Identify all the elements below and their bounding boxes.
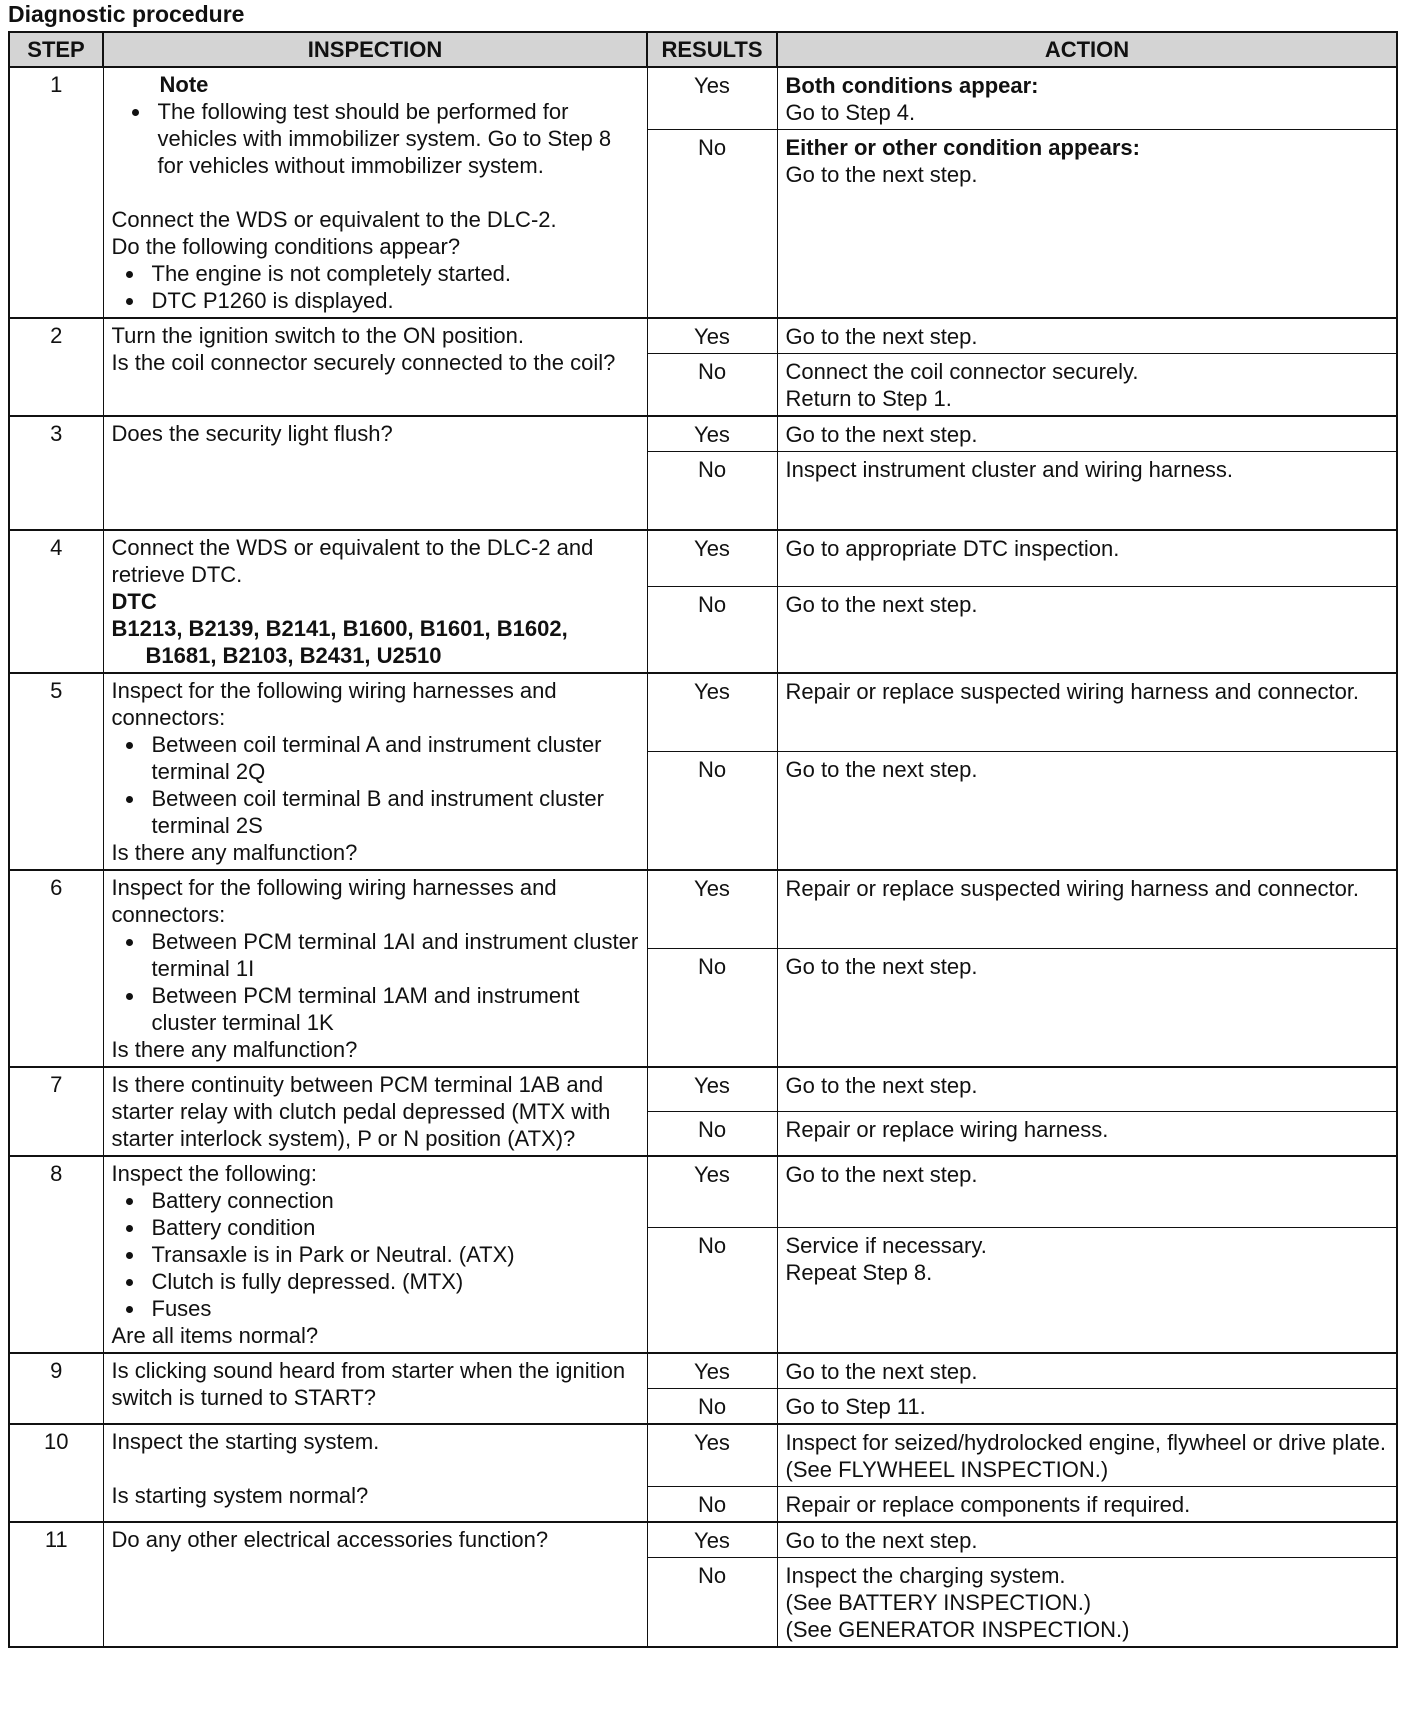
table-row xyxy=(9,1067,1397,1112)
inspection-cell: Is clicking sound heard from starter when the ignition switch is turned to START? xyxy=(103,1353,647,1424)
table-row xyxy=(9,870,1397,949)
action-text: Go to the next step. xyxy=(785,162,978,187)
inspection-cell xyxy=(103,1156,647,1353)
action-cell: Go to the next step. xyxy=(777,752,1397,871)
result-no: No xyxy=(647,587,777,674)
inspection-question: Are all items normal? xyxy=(111,1323,319,1348)
action-cell: Go to appropriate DTC inspection. xyxy=(777,530,1397,587)
inspection-question: Is there any malfunction? xyxy=(111,840,358,865)
header-step: STEP xyxy=(9,32,103,67)
inspection-question: Is there any malfunction? xyxy=(111,1037,358,1062)
harness-list xyxy=(112,928,639,1036)
result-yes: Yes xyxy=(647,1424,777,1487)
header-inspection: INSPECTION xyxy=(103,32,647,67)
list-item: • DTC P1260 is displayed. xyxy=(146,287,639,314)
list-item: • Transaxle is in Park or Neutral. (ATX) xyxy=(146,1241,639,1268)
action-cell: Go to the next step. xyxy=(777,1522,1397,1558)
action-text: Connect the coil connector securely. xyxy=(785,359,1139,384)
dtc-code-list xyxy=(112,615,639,669)
condition-list xyxy=(112,260,639,314)
result-no: No xyxy=(647,1112,777,1157)
action-text: Repeat Step 8. xyxy=(785,1259,933,1285)
inspection-cell xyxy=(103,1424,647,1522)
note-heading: Note xyxy=(159,72,209,97)
table-row xyxy=(9,416,1397,452)
result-yes: Yes xyxy=(647,1156,777,1227)
result-no: No xyxy=(647,130,777,319)
action-cell xyxy=(777,67,1397,130)
header-action: ACTION xyxy=(777,32,1397,67)
dtc-codes-line: B1681, B2103, B2431, U2510 xyxy=(145,643,442,668)
list-item: • Clutch is fully depressed. (MTX) xyxy=(146,1268,639,1295)
result-no: No xyxy=(647,354,777,417)
list-item: • The engine is not completely started. xyxy=(146,260,639,287)
result-no: No xyxy=(647,949,777,1068)
result-yes: Yes xyxy=(647,1067,777,1112)
action-cell: Repair or replace suspected wiring harness and connector. xyxy=(777,870,1397,949)
inspection-text: Inspect the following: xyxy=(111,1161,317,1186)
table-row xyxy=(9,318,1397,354)
action-cell: Repair or replace suspected wiring harness and connector. xyxy=(777,673,1397,752)
dtc-codes-line: B1213, B2139, B2141, B1600, B1601, B1602, xyxy=(111,616,568,641)
result-no: No xyxy=(647,1558,777,1648)
result-no: No xyxy=(647,452,777,531)
table-row xyxy=(9,530,1397,587)
result-yes: Yes xyxy=(647,1522,777,1558)
table-row xyxy=(9,1156,1397,1227)
step-number: 2 xyxy=(9,318,103,416)
action-heading: Either or other condition appears: xyxy=(785,135,1140,160)
list-item: • Battery condition xyxy=(146,1214,639,1241)
list-item: • The following test should be performed for vehicles with immobilizer system. Go to Step 8 for vehicles without immobilizer system. xyxy=(152,98,639,179)
inspection-text: Connect the WDS or equivalent to the DLC-2. xyxy=(111,207,557,232)
step-number: 4 xyxy=(9,530,103,673)
list-item: • Fuses xyxy=(146,1295,639,1322)
diagnostic-table xyxy=(8,31,1398,1648)
result-yes: Yes xyxy=(647,870,777,949)
result-no: No xyxy=(647,752,777,871)
action-cell xyxy=(777,1227,1397,1353)
table-row xyxy=(9,1424,1397,1487)
dtc-heading: DTC xyxy=(111,589,157,614)
action-cell: Go to the next step. xyxy=(777,587,1397,674)
inspection-text: Inspect the starting system. xyxy=(111,1429,380,1454)
list-item: • Between coil terminal B and instrument cluster terminal 2S xyxy=(146,785,639,839)
table-row xyxy=(9,67,1397,130)
inspection-cell: Does the security light flush? xyxy=(103,416,647,530)
result-no: No xyxy=(647,1389,777,1425)
inspection-text: Turn the ignition switch to the ON position. xyxy=(111,323,524,348)
action-text: (See BATTERY INSPECTION.) xyxy=(785,1590,1092,1615)
table-header-row xyxy=(9,32,1397,67)
action-text: (See FLYWHEEL INSPECTION.) xyxy=(785,1457,1109,1482)
result-no: No xyxy=(647,1487,777,1523)
action-cell: Go to the next step. xyxy=(777,1067,1397,1112)
inspection-cell: Do any other electrical accessories function? xyxy=(103,1522,647,1647)
inspection-question: Is starting system normal? xyxy=(111,1483,369,1508)
result-yes: Yes xyxy=(647,673,777,752)
result-yes: Yes xyxy=(647,318,777,354)
result-yes: Yes xyxy=(647,530,777,587)
action-heading: Both conditions appear: xyxy=(785,73,1039,98)
action-cell xyxy=(777,1424,1397,1487)
action-cell: Go to the next step. xyxy=(777,318,1397,354)
list-item: • Battery connection xyxy=(146,1187,639,1214)
inspection-cell xyxy=(103,67,647,318)
check-list xyxy=(112,1187,639,1322)
inspection-cell: Is there continuity between PCM terminal 1AB and starter relay with clutch pedal depressed (MTX with starter interlock system), P or N position (ATX)? xyxy=(103,1067,647,1156)
note-list xyxy=(112,98,639,179)
result-no: No xyxy=(647,1227,777,1353)
action-cell: Repair or replace wiring harness. xyxy=(777,1112,1397,1157)
action-cell: Inspect instrument cluster and wiring harness. xyxy=(777,452,1397,531)
step-number: 6 xyxy=(9,870,103,1067)
action-text: Go to Step 4. xyxy=(785,100,916,125)
action-text: Inspect the charging system. xyxy=(785,1563,1066,1588)
inspection-question: Is the coil connector securely connected to the coil? xyxy=(111,350,616,375)
inspection-cell xyxy=(103,318,647,416)
step-number: 1 xyxy=(9,67,103,318)
harness-list xyxy=(112,731,639,839)
step-number: 3 xyxy=(9,416,103,530)
action-cell: Go to the next step. xyxy=(777,949,1397,1068)
step-number: 5 xyxy=(9,673,103,870)
inspection-cell xyxy=(103,673,647,870)
action-text: Return to Step 1. xyxy=(785,386,952,411)
action-cell: Go to the next step. xyxy=(777,1156,1397,1227)
step-number: 9 xyxy=(9,1353,103,1424)
inspection-cell xyxy=(103,530,647,673)
table-row xyxy=(9,1522,1397,1558)
action-text: (See GENERATOR INSPECTION.) xyxy=(785,1617,1130,1642)
inspection-cell xyxy=(103,870,647,1067)
inspection-question: Do the following conditions appear? xyxy=(111,234,461,259)
action-cell xyxy=(777,1558,1397,1648)
list-item: • Between PCM terminal 1AM and instrument cluster terminal 1K xyxy=(146,982,639,1036)
action-text: Inspect for seized/hydrolocked engine, flywheel or drive plate. xyxy=(785,1430,1386,1455)
page-title: Diagnostic procedure xyxy=(8,1,245,27)
action-cell xyxy=(777,354,1397,417)
step-number: 8 xyxy=(9,1156,103,1353)
result-yes: Yes xyxy=(647,416,777,452)
table-row xyxy=(9,673,1397,752)
inspection-text: Connect the WDS or equivalent to the DLC-2 and retrieve DTC. xyxy=(111,535,594,587)
table-row xyxy=(9,1353,1397,1389)
step-number: 11 xyxy=(9,1522,103,1647)
step-number: 7 xyxy=(9,1067,103,1156)
action-cell: Go to Step 11. xyxy=(777,1389,1397,1425)
inspection-text: Inspect for the following wiring harnesses and connectors: xyxy=(111,678,557,730)
action-cell xyxy=(777,130,1397,319)
result-yes: Yes xyxy=(647,67,777,130)
action-cell: Go to the next step. xyxy=(777,1353,1397,1389)
step-number: 10 xyxy=(9,1424,103,1522)
list-item: • Between PCM terminal 1AI and instrument cluster terminal 1I xyxy=(146,928,639,982)
action-cell: Go to the next step. xyxy=(777,416,1397,452)
header-results: RESULTS xyxy=(647,32,777,67)
action-text: Service if necessary. xyxy=(785,1232,987,1258)
list-item: • Between coil terminal A and instrument cluster terminal 2Q xyxy=(146,731,639,785)
action-cell: Repair or replace components if required. xyxy=(777,1487,1397,1523)
inspection-text: Inspect for the following wiring harnesses and connectors: xyxy=(111,875,557,927)
result-yes: Yes xyxy=(647,1353,777,1389)
